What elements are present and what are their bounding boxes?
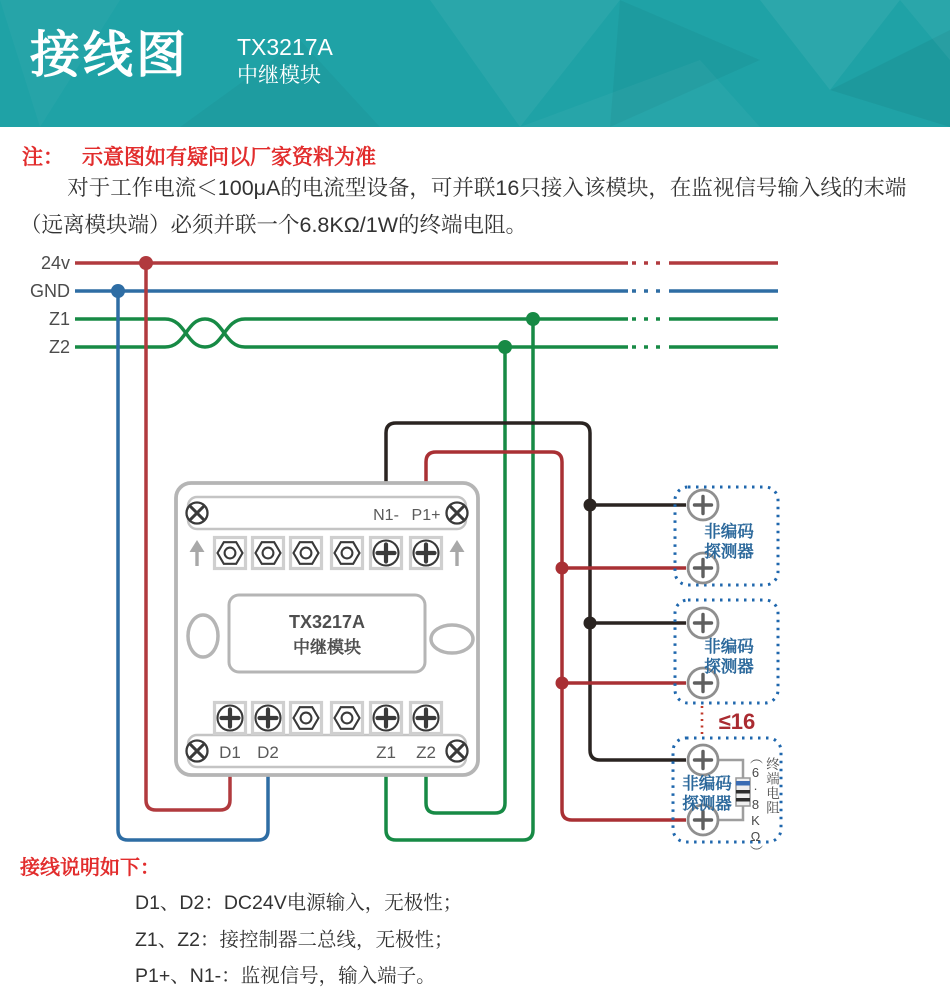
bus-label-z1: Z1 [48, 309, 70, 329]
terminal-label-d1: D1 [219, 743, 241, 762]
detector-label-line2: 探测器 [704, 543, 754, 561]
screw-icon [187, 503, 208, 524]
junction-dot-gnd [111, 284, 125, 298]
legend-title: 接线说明如下： [20, 857, 160, 879]
page-title: 接线图 [30, 27, 189, 83]
phillips-terminal-icon-p1 [411, 538, 442, 569]
note-label: 注： [22, 146, 64, 169]
terminal-label-d2: D2 [257, 743, 279, 762]
junction-dot-z2 [498, 340, 512, 354]
resistor-value-text: （6·8KΩ） [748, 751, 763, 859]
header-banner [0, 0, 950, 127]
wiring-diagram-svg [0, 250, 950, 859]
bus-label-z2: Z2 [48, 337, 70, 357]
detector-terminal-icon [688, 745, 718, 775]
bus-label-gnd: GND [30, 281, 70, 301]
phillips-terminal-icon-z2 [411, 703, 442, 734]
relay-module [176, 483, 478, 775]
legend-item-d1d2: D1、D2：DC24V电源输入，无极性； [135, 892, 463, 914]
detector-label-line1: 非编码 [682, 775, 732, 793]
legend-item-p1n1: P1+、N1-：监视信号，输入端子。 [135, 965, 436, 987]
hex-terminal-icon [332, 538, 363, 569]
screw-icon [447, 741, 468, 762]
wire-z1-bus-with-twist [75, 319, 628, 347]
note-line [22, 141, 376, 171]
wire-z2-bus-with-twist [75, 319, 628, 347]
model-number: TX3217A [237, 34, 333, 60]
module-name-text: 中继模块 [293, 638, 361, 657]
detector-label-line2: 探测器 [704, 658, 754, 676]
bus-label-24v: 24v [40, 253, 70, 273]
screw-icon [447, 503, 468, 524]
detector-1 [675, 487, 778, 585]
phillips-terminal-icon-z1 [371, 703, 402, 734]
module-type: 中继模块 [237, 64, 321, 87]
phillips-terminal-icon-d2 [253, 703, 284, 734]
junction-dot-z1 [526, 312, 540, 326]
note-body: 对于工作电流＜100μA的电流型设备，可并联16只接入该模块，在监视信号输入线的末端（远离模块端）必须并联一个6.8KΩ/1W的终端电阻。 [20, 176, 907, 237]
hex-terminal-icon [291, 538, 322, 569]
junction-dot-24v [139, 256, 153, 270]
detector-2 [675, 600, 778, 703]
junction-dot-black-2 [584, 617, 597, 630]
terminal-label-p1: P1+ [411, 507, 441, 524]
header-subtitle-block [237, 32, 333, 90]
note-warning: 示意图如有疑问以厂家资料为准 [82, 146, 376, 169]
junction-dot-black-1 [584, 499, 597, 512]
hex-terminal-icon [291, 703, 322, 734]
detector-label-line1: 非编码 [704, 638, 754, 656]
hex-terminal-icon [215, 538, 246, 569]
junction-dot-red-2 [556, 677, 569, 690]
hex-terminal-icon [332, 703, 363, 734]
phillips-terminal-icon-n1 [371, 538, 402, 569]
module-nameplate [229, 595, 425, 672]
max-detectors-label: ≤16 [718, 709, 756, 734]
detector-terminal-icon [688, 490, 718, 520]
junction-dot-red-1 [556, 562, 569, 575]
terminal-label-n1: N1- [373, 507, 399, 524]
terminal-label-z2: Z2 [416, 743, 436, 762]
hex-terminal-icon [253, 538, 284, 569]
screw-icon [187, 741, 208, 762]
detector-label-line2: 探测器 [682, 795, 732, 813]
wiring-diagram [0, 250, 950, 859]
detector-label-line1: 非编码 [704, 523, 754, 541]
detector-terminal-icon [688, 608, 718, 638]
terminal-label-z1: Z1 [376, 743, 396, 762]
resistor-name-text: 终端电阻 [764, 757, 779, 815]
legend-item-z1z2: Z1、Z2：接控制器二总线，无极性； [135, 929, 454, 951]
module-model-text: TX3217A [288, 612, 366, 632]
phillips-terminal-icon-d1 [215, 703, 246, 734]
